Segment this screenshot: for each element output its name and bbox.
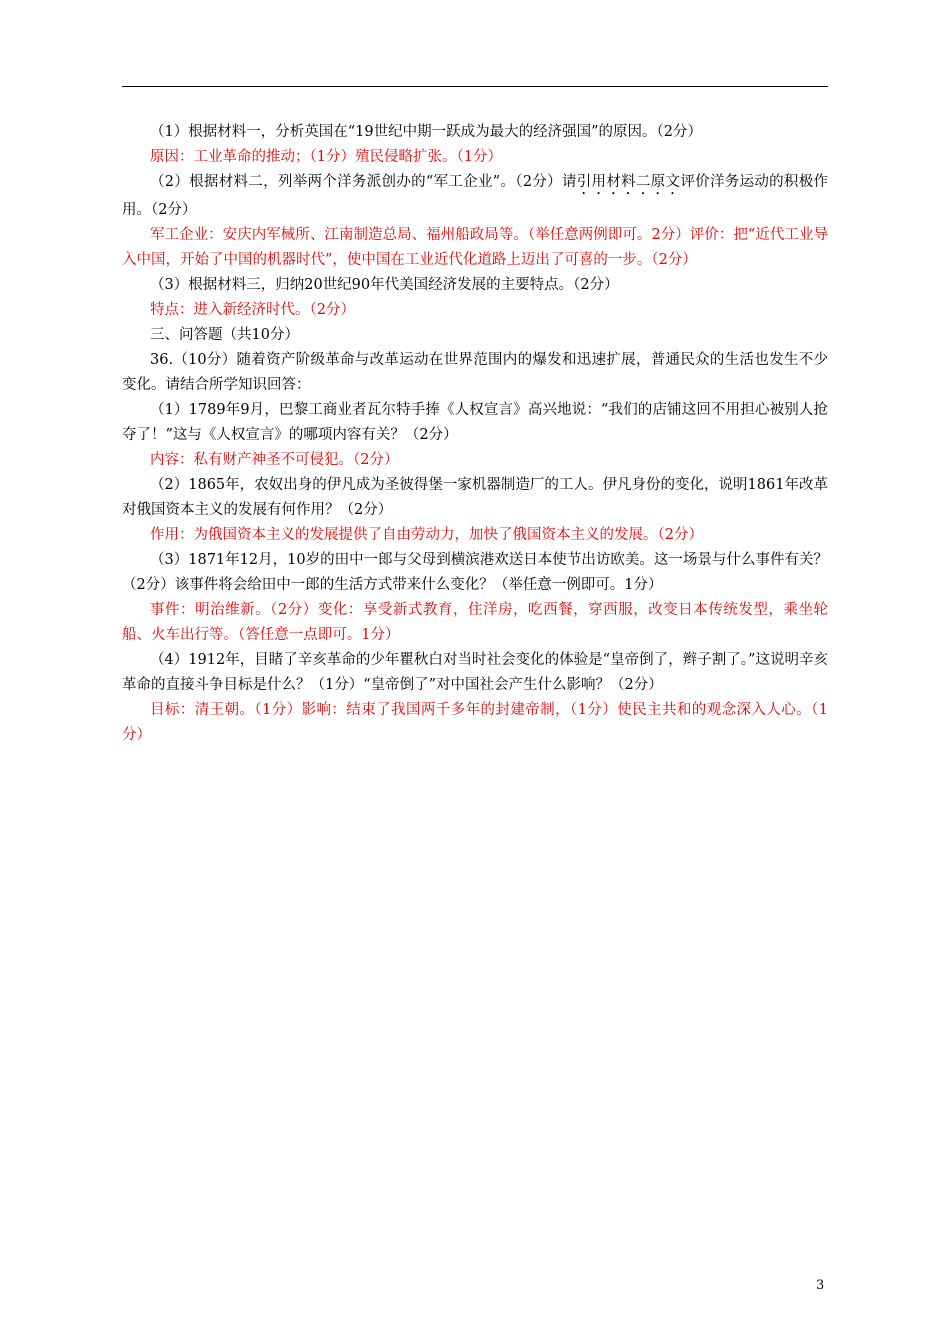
header-rule [122, 86, 828, 87]
question-3: （3）根据材料三，归纳20世纪90年代美国经济发展的主要特点。（2分） [150, 277, 619, 293]
question-2-part-a: （2）根据材料二，列举两个洋务派创办的“军工企业”。（2分）请 [150, 174, 577, 190]
question-2 [122, 170, 828, 223]
question-36-3: （3）1871年12月，10岁的田中一郎与父母到横滨港欢送日本使节出访欧美。这一场景与什么事件有关？（2分）该事件将会给田中一郎的生活方式带来什么变化？（举任意一例即可。1分） [122, 552, 828, 593]
answer-3: 特点：进入新经济时代。（2分） [150, 302, 355, 318]
answer-36-1: 内容：私有财产神圣不可侵犯。（2分） [150, 452, 399, 468]
answer-1: 原因：工业革命的推动；（1分）殖民侵略扩张。（1分） [150, 149, 502, 165]
question-1: （1）根据材料一，分析英国在“19世纪中期一跃成为最大的经济强国”的原因。（2分） [150, 124, 702, 140]
question-36-2: （2）1865年，农奴出身的伊凡成为圣彼得堡一家机器制造厂的工人。伊凡身份的变化，说明1861年改革对俄国资本主义的发展有何作用？（2分） [122, 477, 828, 518]
question-36-intro: 36.（10分）随着资产阶级革命与改革运动在世界范围内的爆发和迅速扩展，普通民众的生活也发生不少变化。请结合所学知识回答： [122, 352, 828, 393]
document-body [122, 120, 828, 748]
question-2-part-b: 评价洋务运动的积极作用。（2分） [122, 174, 829, 218]
answer-2: 军工企业：安庆内军械所、江南制造总局、福州船政局等。（举任意两例即可。2分）评价：把“近代工业导入中国，开始了中国的机器时代”，使中国在工业近代化道路上迈出了可喜的一步。（2分） [122, 227, 828, 268]
question-36-1: （1）1789年9月，巴黎工商业者瓦尔特手捧《人权宣言》高兴地说：“我们的店铺这回不用担心被别人抢夺了！”这与《人权宣言》的哪项内容有关？（2分） [122, 402, 828, 443]
answer-36-2: 作用：为俄国资本主义的发展提供了自由劳动力，加快了俄国资本主义的发展。（2分） [150, 527, 703, 543]
page-number: 3 [816, 1278, 825, 1293]
question-2-emphasis: 引用材料二原文 [576, 174, 681, 190]
answer-36-4: 目标：清王朝。（1分）影响：结束了我国两千多年的封建帝制，（1分）使民主共和的观念深入人心。（1分） [122, 702, 828, 743]
question-36-4: （4）1912年，目睹了辛亥革命的少年瞿秋白对当时社会变化的体验是“皇帝倒了，辫子割了。”这说明辛亥革命的直接斗争目标是什么？（1分）“皇帝倒了”对中国社会产生什么影响？（2分） [122, 652, 828, 693]
section-heading: 三、问答题（共10分） [150, 327, 299, 343]
answer-36-3: 事件：明治维新。（2分）变化：享受新式教育，住洋房，吃西餐，穿西服，改变日本传统发型，乘坐轮船、火车出行等。（答任意一点即可。1分） [122, 602, 828, 643]
